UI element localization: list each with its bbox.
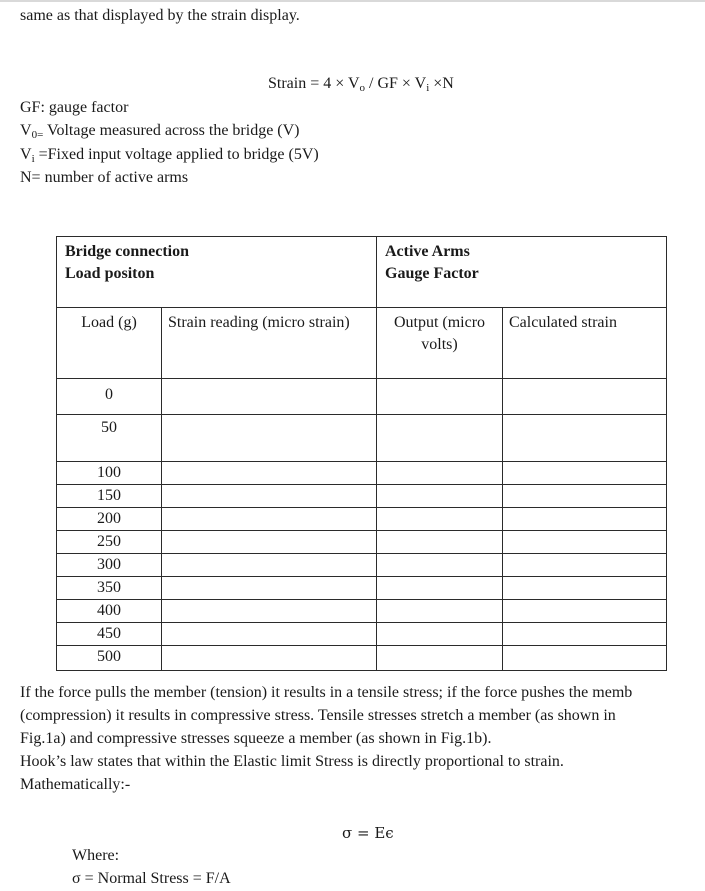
table-row [57, 462, 667, 485]
strain-cell[interactable] [162, 508, 377, 531]
col-header-strain [162, 308, 377, 379]
load-cell [57, 508, 162, 531]
output-cell[interactable] [377, 462, 503, 485]
load-cell [57, 531, 162, 554]
output-cell[interactable] [377, 577, 503, 600]
strain-cell[interactable] [162, 623, 377, 646]
strain-cell[interactable] [162, 531, 377, 554]
definition-vo-symbol: V [20, 122, 32, 139]
strain-cell[interactable] [162, 554, 377, 577]
output-cell[interactable] [377, 646, 503, 671]
table-row [57, 531, 667, 554]
paragraph-line-4: Hook’s law states that within the Elastic limit Stress is directly proportional to strain. [20, 753, 564, 770]
output-cell[interactable] [377, 554, 503, 577]
paragraph-line-5: Mathematically:- [20, 776, 131, 793]
strain-cell[interactable] [162, 462, 377, 485]
load-cell [57, 554, 162, 577]
load-value: 400 [97, 602, 121, 619]
calculated-cell[interactable] [503, 623, 667, 646]
formula-suffix: ×N [429, 75, 454, 92]
table-row [57, 646, 667, 671]
strain-cell[interactable] [162, 485, 377, 508]
calculated-cell[interactable] [503, 554, 667, 577]
calculated-cell[interactable] [503, 415, 667, 462]
col-header-load-text: Load (g) [81, 314, 137, 331]
calculated-cell[interactable] [503, 600, 667, 623]
calculated-cell[interactable] [503, 577, 667, 600]
strain-cell[interactable] [162, 600, 377, 623]
table-row [57, 554, 667, 577]
header-right-cell [377, 237, 667, 308]
load-cell [57, 485, 162, 508]
col-header-calculated [503, 308, 667, 379]
load-cell [57, 462, 162, 485]
output-cell[interactable] [377, 600, 503, 623]
strain-formula [268, 74, 454, 94]
definition-vi-sub: i [31, 153, 35, 165]
paragraph-line-1: If the force pulls the member (tension) it results in a tensile stress; if the force pushes the memb [20, 684, 633, 701]
load-value: 500 [97, 648, 121, 665]
col-header-calculated-text: Calculated strain [509, 314, 617, 331]
header-left-cell [57, 237, 377, 308]
load-value: 450 [97, 625, 121, 642]
load-value: 350 [97, 579, 121, 596]
calculated-cell[interactable] [503, 462, 667, 485]
load-value: 0 [105, 386, 113, 403]
strain-cell[interactable] [162, 415, 377, 462]
table-column-headers [57, 308, 667, 379]
output-cell[interactable] [377, 623, 503, 646]
calculated-cell[interactable] [503, 531, 667, 554]
definition-gf: GF: gauge factor [20, 99, 129, 116]
calculated-cell[interactable] [503, 646, 667, 671]
formula-sub-o: o [359, 82, 366, 94]
calculated-cell[interactable] [503, 485, 667, 508]
load-cell [57, 379, 162, 415]
col-header-strain-text: Strain reading (micro strain) [168, 314, 350, 331]
load-value: 200 [97, 510, 121, 527]
intro-line: same as that displayed by the strain display. [20, 7, 300, 24]
table-row [57, 577, 667, 600]
strain-cell[interactable] [162, 646, 377, 671]
definition-vi-text: =Fixed input voltage applied to bridge (5V) [34, 146, 319, 163]
load-cell [57, 623, 162, 646]
output-cell[interactable] [377, 485, 503, 508]
col-header-load [57, 308, 162, 379]
definition-vo [20, 121, 300, 141]
where-label: Where: [72, 847, 120, 864]
strain-data-table [56, 236, 667, 671]
page-top-border [0, 0, 705, 2]
definition-vo-sub: 0= [31, 129, 44, 141]
load-value: 150 [97, 487, 121, 504]
load-value: 250 [97, 533, 121, 550]
table-row [57, 415, 667, 462]
load-cell [57, 600, 162, 623]
normal-stress-definition: σ = Normal Stress = F/A [72, 870, 231, 887]
table-header-config [57, 237, 667, 308]
load-cell [57, 646, 162, 671]
output-cell[interactable] [377, 531, 503, 554]
load-value: 100 [97, 464, 121, 481]
table-row [57, 508, 667, 531]
strain-cell[interactable] [162, 577, 377, 600]
output-cell[interactable] [377, 508, 503, 531]
calculated-cell[interactable] [503, 379, 667, 415]
table-row [57, 600, 667, 623]
header-gauge-factor: Gauge Factor [385, 265, 479, 282]
definition-n: N= number of active arms [20, 169, 189, 186]
col-header-output [377, 308, 503, 379]
formula-middle: / GF × V [365, 75, 427, 92]
load-cell [57, 415, 162, 462]
header-bridge-connection: Bridge connection [65, 243, 189, 260]
calculated-cell[interactable] [503, 508, 667, 531]
output-cell[interactable] [377, 415, 503, 462]
load-value: 50 [101, 419, 117, 436]
header-active-arms: Active Arms [385, 243, 470, 260]
table-row [57, 379, 667, 415]
paragraph-line-2: (compression) it results in compressive stress. Tensile stresses stretch a member (as shown in [20, 707, 616, 724]
load-value: 300 [97, 556, 121, 573]
load-cell [57, 577, 162, 600]
table-row [57, 485, 667, 508]
output-cell[interactable] [377, 379, 503, 415]
definition-vi [20, 145, 319, 165]
formula-prefix: Strain = 4 × V [268, 75, 360, 92]
strain-cell[interactable] [162, 379, 377, 415]
paragraph-line-3: Fig.1a) and compressive stresses squeeze a member (as shown in Fig.1b). [20, 730, 492, 747]
hooke-equation: σ = Eϵ [342, 824, 394, 842]
col-header-output-text: Output (micro volts) [393, 314, 486, 353]
definition-vo-text: Voltage measured across the bridge (V) [43, 122, 300, 139]
formula-sub-i: i [426, 82, 430, 94]
header-load-position: Load positon [65, 265, 155, 282]
definition-vi-symbol: V [20, 146, 32, 163]
table-row [57, 623, 667, 646]
